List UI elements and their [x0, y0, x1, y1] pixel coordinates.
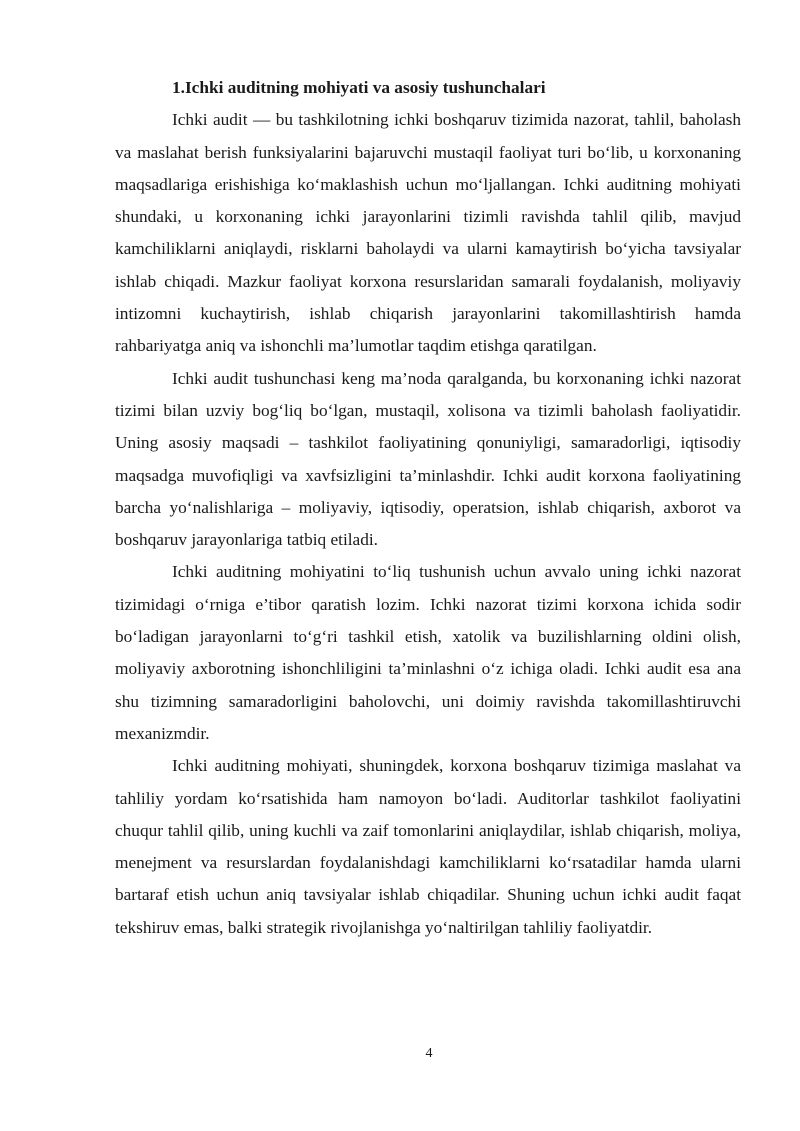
section-heading: 1.Ichki auditning mohiyati va asosiy tushunchalari [172, 78, 546, 97]
page-number: 4 [425, 1046, 433, 1061]
paragraph-2: Ichki audit tushunchasi keng ma’noda qaralganda, bu korxonaning ichki nazorat tizimi bilan uzviy bog‘liq bo‘lgan, mustaqil, xolisona va tizimli baholash faoliyatidir. Uning asosiy maqsadi – tashkilot faoliyatining qonuniyligi, samaradorligi, iqtisodiy maqsadga muvofiqligi va xavfsizligini ta’minlashdir. Ichki audit korxona faoliyatining barcha yo‘nalishlariga – moliyaviy, iqtisodiy, operatsion, ishlab chiqarish, axborot va boshqaruv jarayonlariga tatbiq etiladi. [115, 368, 741, 550]
paragraph-4: Ichki auditning mohiyati, shuningdek, korxona boshqaruv tizimiga maslahat va tahliliy yordam ko‘rsatishida ham namoyon bo‘ladi. Auditorlar tashkilot faoliyatini chuqur tahlil qilib, uning kuchli va zaif tomonlarini aniqlaydilar, ishlab chiqarish, moliya, menejment va resurslardan foydalanishdagi kamchiliklarni ko‘rsatadilar hamda ularni bartaraf etish uchun aniq tavsiyalar ishlab chiqadilar. Shuning uchun ichki audit faqat tekshiruv emas, balki strategik rivojlanishga yo‘naltirilgan tahliliy faoliyatdir. [115, 756, 741, 937]
page-body [115, 72, 741, 944]
paragraph-3: Ichki auditning mohiyatini to‘liq tushunish uchun avvalo uning ichki nazorat tizimidagi o‘rniga e’tibor qaratish lozim. Ichki nazorat tizimi korxona ichida sodir bo‘ladigan jarayonlarni to‘g‘ri tashkil etish, xatolik va buzilishlarning oldini olish, moliyaviy axborotning ishonchliligini ta’minlashni o‘z ichiga oladi. Ichki audit esa ana shu tizimning samaradorligini baholovchi, uni doimiy ravishda takomillashtiruvchi mexanizmdir. [115, 562, 741, 743]
paragraph-1: Ichki audit — bu tashkilotning ichki boshqaruv tizimida nazorat, tahlil, baholash va maslahat berish funksiyalarini bajaruvchi mustaqil faoliyat turi bo‘lib, u korxonaning maqsadlariga erishishiga ko‘maklashish uchun mo‘ljallangan. Ichki auditning mohiyati shundaki, u korxonaning ichki jarayonlarini tizimli ravishda tahlil qilib, mavjud kamchiliklarni aniqlaydi, risklarni baholaydi va ularni kamaytirish bo‘yicha tavsiyalar ishlab chiqadi. Mazkur faoliyat korxona resurslaridan samarali foydalanish, moliyaviy intizomni kuchaytirish, ishlab chiqarish jarayonlarini takomillashtirish hamda rahbariyatga aniq va ishonchli ma’lumotlar taqdim etishga qaratilgan. [115, 110, 741, 356]
